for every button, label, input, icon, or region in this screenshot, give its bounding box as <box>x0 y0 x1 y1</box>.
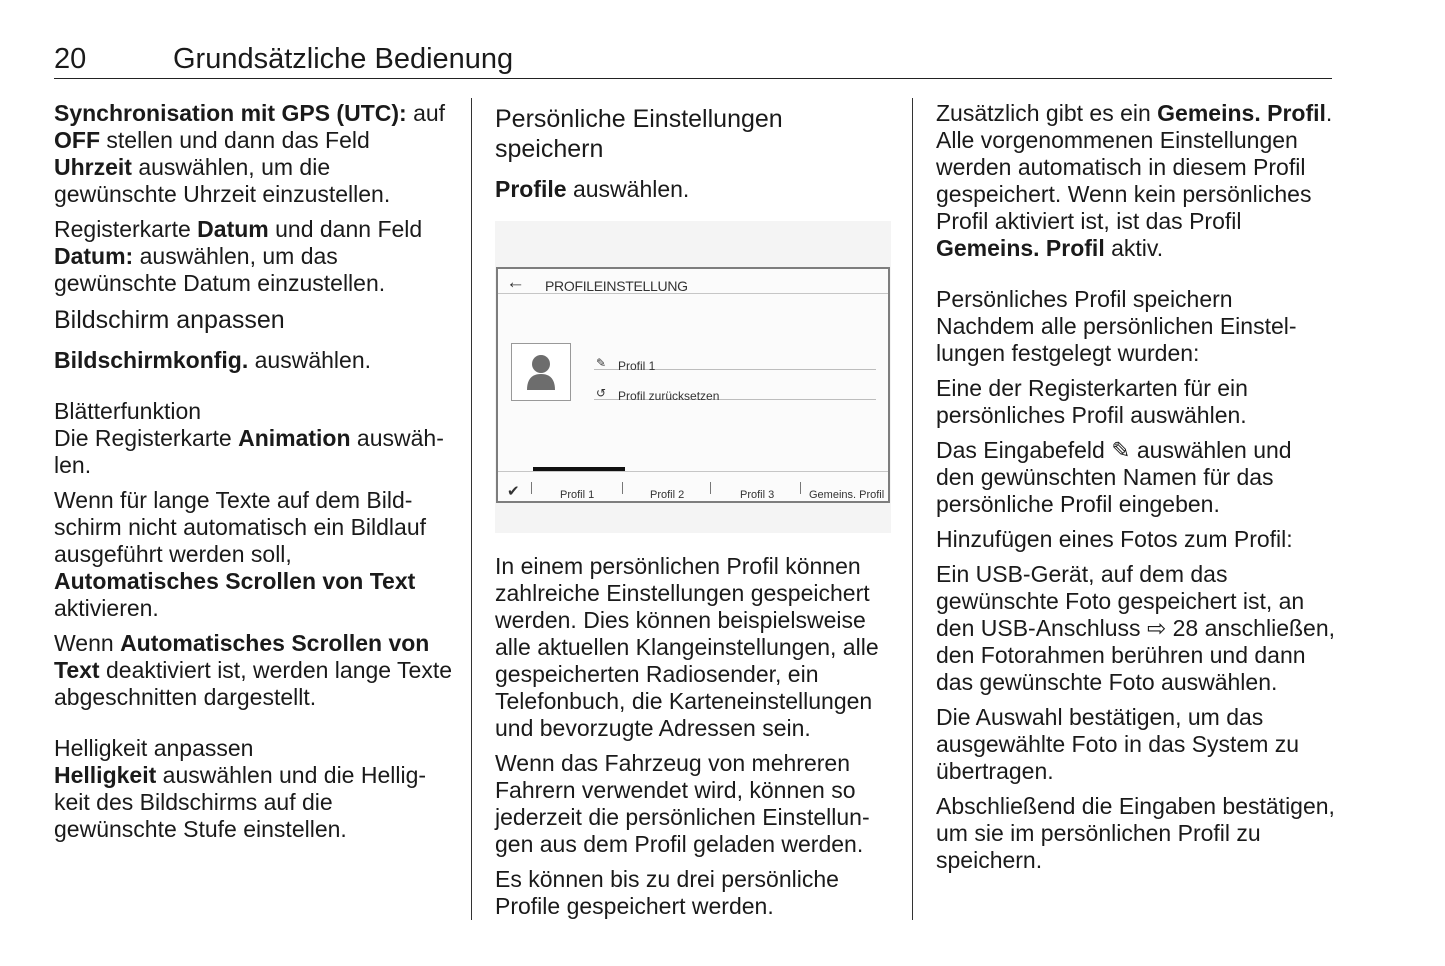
paragraph-after-settings: Nachdem alle persönlichen Einstellungen festgelegt wurden: <box>936 313 1297 366</box>
page-header <box>54 40 1332 79</box>
column-divider <box>912 98 913 920</box>
paragraph-screen-config: Bildschirmkonfig. auswählen. <box>54 347 371 373</box>
paragraph-date: Registerkarte Datum und dann Feld Datum: auswählen, um das gewünschte Datum einzustellen. <box>54 216 423 296</box>
page-reference-arrow-icon: ⇨ <box>1146 615 1167 641</box>
person-silhouette-icon <box>526 354 556 390</box>
back-arrow-icon[interactable]: ← <box>506 272 525 293</box>
heading-scroll-function: Blätterfunktion <box>54 398 202 424</box>
column-middle <box>495 100 895 928</box>
heading-save-personal-profile: Persönliches Profil speichern <box>936 286 1233 312</box>
tab-profil-2[interactable]: Profil 2 <box>650 489 685 501</box>
paragraph-confirm-entries: Abschließend die Eingaben bestätigen, um sie im persönlichen Profil zu speichern. <box>936 793 1335 873</box>
tab-profil-1[interactable]: Profil 1 <box>560 489 595 501</box>
page-reference: 28 <box>1166 615 1199 641</box>
profile-settings-figure <box>495 221 891 533</box>
heading-brightness: Helligkeit anpassen <box>54 735 254 761</box>
heading-screen-adjust: Bildschirm anpassen <box>54 306 285 334</box>
reset-icon: ↺ <box>596 386 607 400</box>
heading-save-settings: Persönliche Einstellungen speichern <box>495 105 783 163</box>
paragraph-profile-contents: In einem persönlichen Profil können zahlreiche Einstellungen gespeichert werden. Dies können beispielsweise alle aktuellen Klangeinstellungen, alle gespeicherten Radiosender, ein Telefonbuch, die Karteneinstellungen und bevorzugte Adressen sein. <box>495 553 879 741</box>
profile-name-field[interactable] <box>594 345 876 373</box>
column-divider <box>471 98 472 920</box>
tab-profil-3[interactable]: Profil 3 <box>740 489 775 501</box>
profile-tab-bar <box>498 471 888 502</box>
paragraph-enter-name: Das Eingabefeld ✎ auswählen und den gewünschten Namen für das persönliche Profil eingeben. <box>936 437 1292 517</box>
paragraph-brightness: Helligkeit auswählen und die Helligkeit des Bildschirms auf die gewünschte Stufe einstellen. <box>54 762 427 842</box>
profile-settings-screen <box>496 267 890 503</box>
column-right <box>936 100 1336 882</box>
paragraph-autoscroll-on: Wenn für lange Texte auf dem Bildschirm nicht automatisch ein Bildlauf ausgeführt werden soll, Automatisches Scrollen von Text aktivieren. <box>54 487 426 621</box>
paragraph-select-profiles: Profile auswählen. <box>495 176 690 202</box>
screen-title: PROFILEINSTELLUNG <box>545 278 688 294</box>
paragraph-animation: Die Registerkarte Animation auswählen. <box>54 425 444 478</box>
page-number: 20 <box>54 43 87 75</box>
tab-gemeins-profil[interactable]: Gemeins. Profil <box>809 489 885 501</box>
paragraph-multiple-drivers: Wenn das Fahrzeug von mehreren Fahrern verwendet wird, können so jederzeit die persönlichen Einstellungen aus dem Profil geladen werden. <box>495 750 870 857</box>
column-left <box>54 100 454 851</box>
paragraph-add-photo: Hinzufügen eines Fotos zum Profil: <box>936 526 1293 552</box>
paragraph-autoscroll-off: Wenn Automatisches Scrollen von Text deaktiviert ist, werden lange Texte abgeschnitten dargestellt. <box>54 630 453 710</box>
checkmark-icon[interactable]: ✔ <box>507 483 520 500</box>
paragraph-gps-sync: Synchronisation mit GPS (UTC): auf OFF stellen und dann das Feld Uhrzeit auswählen, um die gewünschte Uhrzeit einzustellen. <box>54 100 446 207</box>
paragraph-three-profiles: Es können bis zu drei persönliche Profile gespeichert werden. <box>495 866 839 919</box>
active-tab-indicator <box>533 467 625 471</box>
profile-reset-label: Profil zurücksetzen <box>618 389 720 403</box>
paragraph-confirm-selection: Die Auswahl bestätigen, um das ausgewählte Foto in das System zu übertragen. <box>936 704 1300 784</box>
screen-title-bar <box>498 269 888 294</box>
pencil-icon: ✎ <box>1111 437 1131 463</box>
profile-photo-frame[interactable] <box>511 343 571 401</box>
paragraph-common-profile: Zusätzlich gibt es ein Gemeins. Profil. Alle vorgenommenen Einstellungen werden automatisch in diesem Profil gespeichert. Wenn kein persönliches Profil aktiviert ist, ist das Profil Gemeins. Profil aktiv. <box>936 100 1333 261</box>
profile-reset-item[interactable] <box>594 375 876 403</box>
pencil-icon: ✎ <box>596 356 607 370</box>
page-title: Grundsätzliche Bedienung <box>173 43 514 75</box>
paragraph-select-tab: Eine der Registerkarten für ein persönliches Profil auswählen. <box>936 375 1248 428</box>
paragraph-usb-device: Ein USB-Gerät, auf dem das gewünschte Foto gespeichert ist, an den USB-Anschluss ⇨ 28 anschließen, den Fotorahmen berühren und dann das gewünschte Foto auswählen. <box>936 561 1336 695</box>
profile-name-label: Profil 1 <box>618 359 656 373</box>
